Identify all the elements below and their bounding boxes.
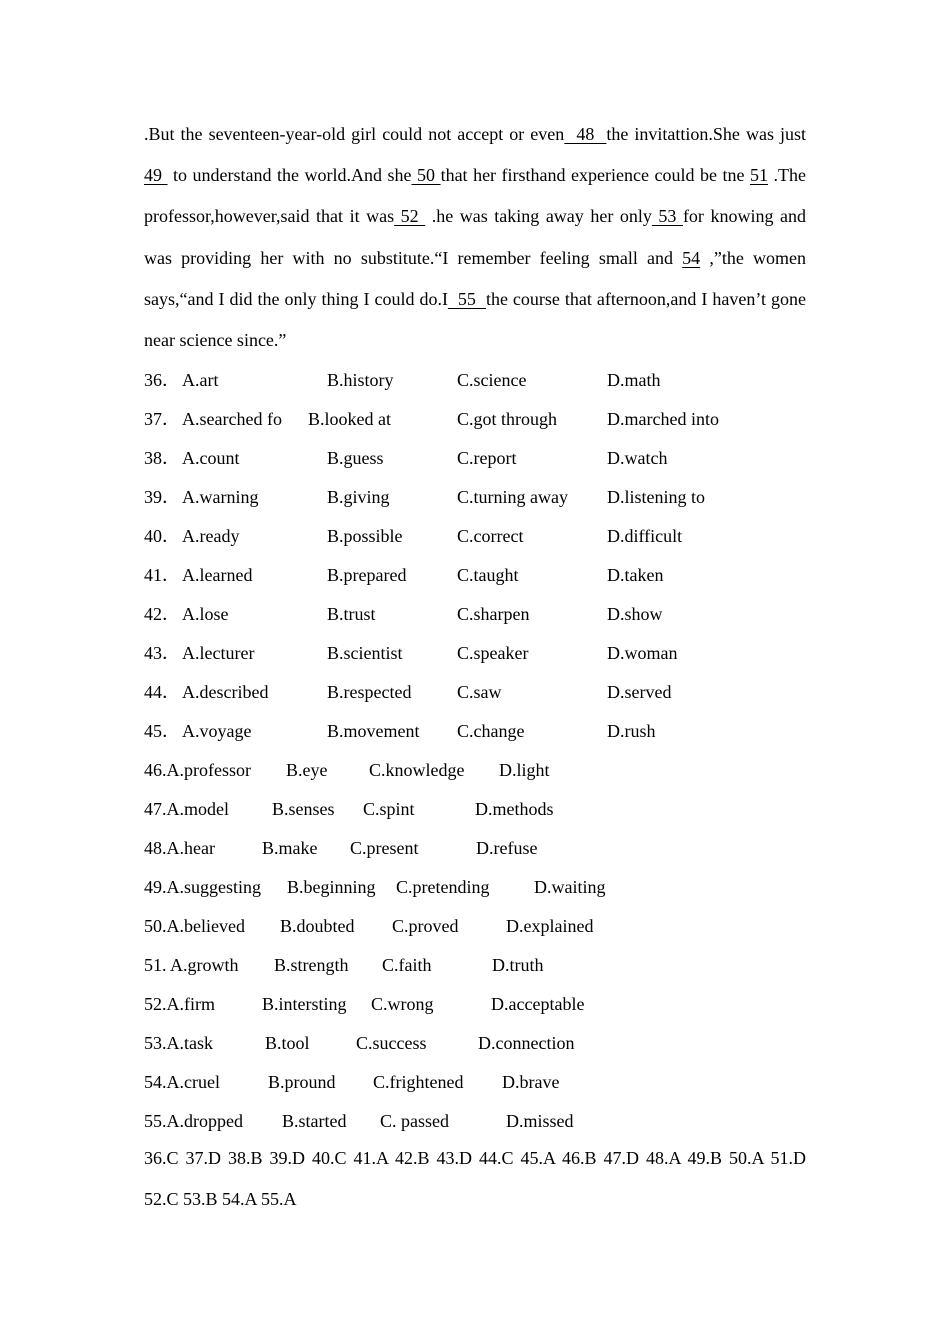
- question-number: 45．: [144, 721, 180, 741]
- option-d: D.marched into: [607, 409, 719, 429]
- option-a: 51. A.growth: [144, 955, 239, 975]
- option-c: C.success: [356, 1033, 427, 1053]
- option-d: D.show: [607, 604, 663, 624]
- option-a: A.lose: [182, 604, 229, 624]
- blank-50: 50: [411, 165, 441, 186]
- passage-text: the invitattion.She was just: [606, 124, 806, 144]
- option-a: A.described: [182, 682, 269, 702]
- option-b: B.pround: [268, 1072, 336, 1092]
- passage-text: for knowing and was providing her with no substitute.“I remember feeling small and: [144, 206, 806, 268]
- question-number: 36．: [144, 370, 180, 390]
- option-c: C.speaker: [457, 643, 529, 663]
- option-b: B.prepared: [327, 565, 407, 585]
- passage-text: .he was taking away her only: [425, 206, 652, 227]
- option-a: A.ready: [182, 526, 240, 546]
- option-b: B.respected: [327, 682, 412, 702]
- option-d: D.explained: [506, 916, 594, 936]
- option-b: B.started: [282, 1111, 347, 1131]
- option-a: A.warning: [182, 487, 259, 507]
- option-b: B.scientist: [327, 643, 403, 663]
- question-row: [144, 1032, 806, 1071]
- option-d: D.rush: [607, 721, 656, 741]
- passage-text: that her firsthand experience could be tne: [440, 165, 751, 186]
- option-b: B.intersting: [262, 994, 347, 1014]
- option-a: A.art: [182, 370, 219, 390]
- question-row: [144, 408, 806, 447]
- option-c: C.wrong: [371, 994, 434, 1014]
- option-c: C.proved: [392, 916, 459, 936]
- option-a: 52.A.firm: [144, 994, 215, 1014]
- passage-text: .But the seventeen-year-old girl could not accept or even: [144, 124, 565, 144]
- option-d: D.truth: [492, 955, 544, 975]
- option-c: C.pretending: [396, 877, 490, 897]
- option-c: C.got through: [457, 409, 558, 429]
- option-a: 49.A.suggesting: [144, 877, 261, 897]
- option-c: C.change: [457, 721, 525, 741]
- option-c: C.knowledge: [369, 760, 465, 780]
- option-a: A.lecturer: [182, 643, 255, 663]
- option-b: B.possible: [327, 526, 403, 546]
- question-row: [144, 525, 806, 564]
- option-b: B.guess: [327, 448, 384, 468]
- passage-text: to understand the world.And she: [167, 165, 412, 186]
- option-a: A.searched fo: [182, 409, 282, 429]
- option-c: C. passed: [380, 1111, 449, 1131]
- option-a: A.voyage: [182, 721, 252, 741]
- question-number: 44．: [144, 682, 180, 702]
- option-a: 48.A.hear: [144, 838, 215, 858]
- option-d: D.brave: [502, 1072, 560, 1092]
- passage-text: ,”the women says,“and I did the only thing I could do.I: [144, 247, 806, 309]
- question-row: [144, 642, 806, 681]
- option-d: D.missed: [506, 1111, 574, 1131]
- option-c: C.taught: [457, 565, 519, 585]
- question-row: [144, 486, 806, 525]
- option-c: C.science: [457, 370, 527, 390]
- option-b: B.history: [327, 370, 394, 390]
- option-c: C.faith: [382, 955, 432, 975]
- option-c: C.spint: [363, 799, 415, 819]
- passage-text: .The professor,however,said that it was: [144, 165, 807, 227]
- question-number: 42．: [144, 604, 180, 624]
- option-d: D.taken: [607, 565, 664, 585]
- question-row: [144, 603, 806, 642]
- option-a: A.count: [182, 448, 240, 468]
- question-number: 40．: [144, 526, 180, 546]
- option-a: 50.A.believed: [144, 916, 245, 936]
- option-d: D.methods: [475, 799, 554, 819]
- blank-48: 48: [564, 124, 607, 144]
- option-b: B.strength: [274, 955, 349, 975]
- question-options: [144, 369, 806, 1149]
- blank-52: 52: [394, 206, 426, 227]
- question-row: [144, 564, 806, 603]
- option-d: D.waiting: [534, 877, 606, 897]
- option-d: D.connection: [478, 1033, 575, 1053]
- option-d: D.difficult: [607, 526, 683, 546]
- option-a: 53.A.task: [144, 1033, 213, 1053]
- question-row: [144, 369, 806, 408]
- option-a: 47.A.model: [144, 799, 229, 819]
- option-b: B.doubted: [280, 916, 355, 936]
- option-a: 46.A.professor: [144, 760, 251, 780]
- option-b: B.giving: [327, 487, 390, 507]
- option-a: 55.A.dropped: [144, 1111, 243, 1131]
- question-row: [144, 681, 806, 720]
- question-number: 38．: [144, 448, 180, 468]
- option-c: C.correct: [457, 526, 524, 546]
- option-c: C.present: [350, 838, 419, 858]
- blank-54: 54: [682, 247, 701, 268]
- option-a: 54.A.cruel: [144, 1072, 220, 1092]
- option-d: D.light: [499, 760, 550, 780]
- option-b: B.make: [262, 838, 318, 858]
- option-c: C.sharpen: [457, 604, 530, 624]
- answer-key: 36.C 37.D 38.B 39.D 40.C 41.A 42.B 43.D 44.C 45.A 46.B 47.D 48.A 49.B 50.A 51.D 52.C 53.B 54.A 55.A: [144, 1148, 806, 1209]
- question-number: 37．: [144, 409, 180, 429]
- option-d: D.acceptable: [491, 994, 585, 1014]
- question-number: 39．: [144, 487, 180, 507]
- option-c: C.turning away: [457, 487, 568, 507]
- option-b: B.looked at: [308, 409, 391, 429]
- option-b: B.eye: [286, 760, 328, 780]
- blank-55: 55: [447, 288, 486, 309]
- question-number: 43．: [144, 643, 180, 663]
- question-row: [144, 1071, 806, 1110]
- option-a: A.learned: [182, 565, 253, 585]
- option-b: B.senses: [272, 799, 335, 819]
- question-row: [144, 876, 806, 915]
- option-c: C.saw: [457, 682, 502, 702]
- option-b: B.trust: [327, 604, 376, 624]
- option-c: C.report: [457, 448, 517, 468]
- question-row: [144, 954, 806, 993]
- option-d: D.woman: [607, 643, 678, 663]
- option-d: D.watch: [607, 448, 668, 468]
- option-b: B.movement: [327, 721, 420, 741]
- question-row: [144, 720, 806, 759]
- question-row: [144, 993, 806, 1032]
- passage-text: the course that afternoon,and I haven’t gone near science since.”: [144, 288, 806, 351]
- question-row: [144, 798, 806, 837]
- question-row: [144, 915, 806, 954]
- option-d: D.math: [607, 370, 661, 390]
- passage-paragraph: [144, 114, 806, 361]
- blank-49: 49: [144, 165, 168, 186]
- question-row: [144, 447, 806, 486]
- option-b: B.beginning: [287, 877, 376, 897]
- question-row: [144, 837, 806, 876]
- option-b: B.tool: [265, 1033, 310, 1053]
- question-row: [144, 759, 806, 798]
- option-d: D.refuse: [476, 838, 538, 858]
- blank-51: 51: [750, 165, 769, 186]
- question-number: 41．: [144, 565, 180, 585]
- option-d: D.listening to: [607, 487, 705, 507]
- blank-53: 53: [651, 206, 683, 227]
- option-d: D.served: [607, 682, 672, 702]
- option-c: C.frightened: [373, 1072, 464, 1092]
